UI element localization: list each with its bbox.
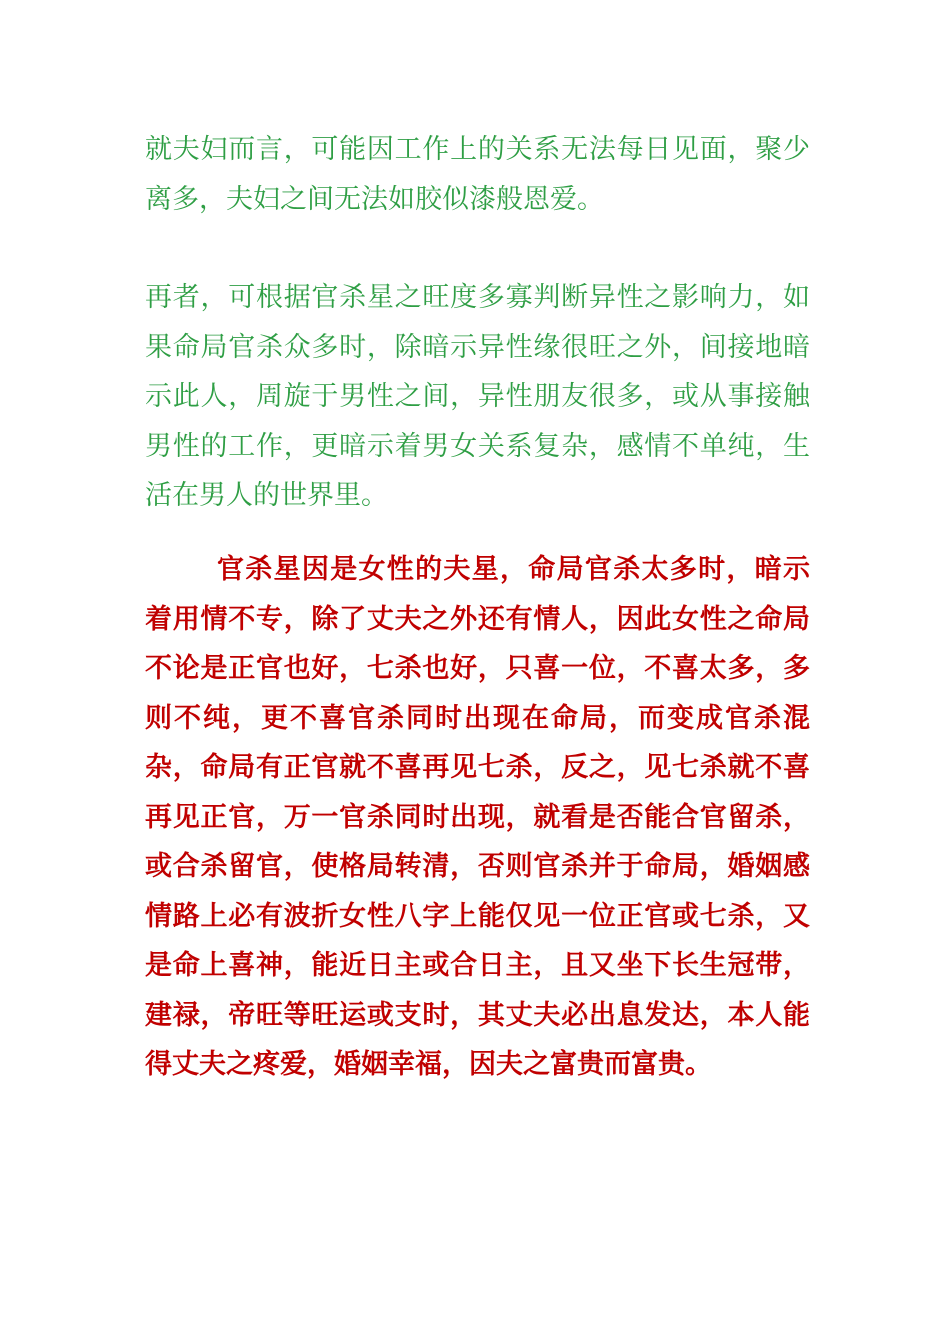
paragraph-officer-killer-influence: 再者，可根据官杀星之旺度多寡判断异性之影响力，如果命局官杀众多时，除暗示异性缘很旺之外，间接地暗示此人，周旋于男性之间，异性朋友很多，或从事接触男性的工作，更暗示着男女关系复杂，感情不单纯，生活在男人的世界里。 [145, 282, 810, 511]
paragraph-couple-separation: 就夫妇而言，可能因工作上的关系无法每日见面，聚少离多，夫妇之间无法如胶似漆般恩爱。 [145, 134, 810, 215]
paragraph-husband-star: 官杀星因是女性的夫星，命局官杀太多时，暗示着用情不专，除了丈夫之外还有情人，因此女性之命局不论是正官也好，七杀也好，只喜一位，不喜太多，多则不纯，更不喜官杀同时出现在命局，而变成官杀混杂，命局有正官就不喜再见七杀，反之，见七杀就不喜再见正官，万一官杀同时出现，就看是否能合官留杀，或合杀留官，使格局转清，否则官杀并于命局，婚姻感情路上必有波折女性八字上能仅见一位正官或七杀，又是命上喜神，能近日主或合日主，且又坐下长生冠带，建禄，帝旺等旺运或支时，其丈夫必出息发达，本人能得丈夫之疼爱，婚姻幸福，因夫之富贵而富贵。 [145, 554, 810, 1080]
